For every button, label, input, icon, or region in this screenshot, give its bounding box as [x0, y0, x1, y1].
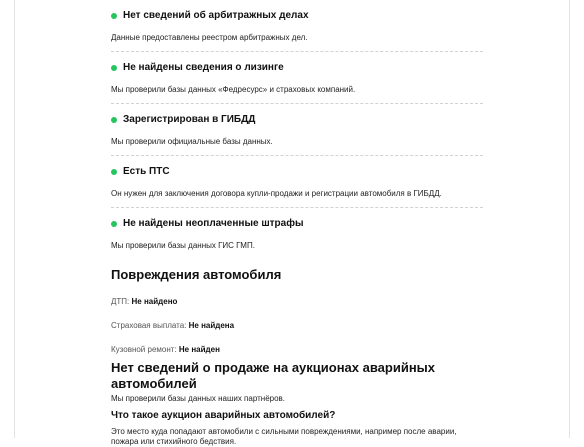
auction-section-title: Нет сведений о продаже на аукционах аварийных автомобилей: [111, 360, 436, 391]
status-ok-icon: [111, 117, 117, 123]
check-title: [111, 166, 483, 178]
check-title: [111, 62, 483, 74]
damage-row-key: Кузовной ремонт:: [111, 345, 177, 354]
check-item-arbitration: [111, 0, 483, 51]
check-title: [111, 218, 483, 230]
damage-row-value: Не найдена: [188, 321, 235, 330]
check-title-text: Зарегистрирован в ГИБДД: [123, 114, 256, 125]
damage-row-value: Не найдено: [131, 297, 178, 306]
damage-row-key: ДТП:: [111, 297, 130, 306]
check-item-fines: [111, 207, 483, 259]
check-title-text: Есть ПТС: [123, 166, 170, 177]
check-title-text: Не найдены неоплаченные штрафы: [123, 218, 304, 229]
check-item-leasing: [111, 51, 483, 103]
frame-right-border: [569, 0, 570, 438]
check-description: Мы проверили официальные базы данных.: [111, 137, 273, 146]
status-ok-icon: [111, 13, 117, 19]
check-description: Он нужен для заключения договора купли-продажи и регистрации автомобиля в ГИБДД.: [111, 189, 442, 198]
status-ok-icon: [111, 65, 117, 71]
report-content: [111, 0, 483, 446]
frame-left-border: [14, 0, 15, 438]
damage-rows: [111, 297, 483, 355]
damage-row-insurance: [111, 321, 483, 331]
checks-list: [111, 0, 483, 259]
check-title-text: Не найдены сведения о лизинге: [123, 62, 284, 73]
damage-row-body-repair: [111, 345, 483, 355]
damage-section-title: Повреждения автомобиля: [111, 267, 282, 282]
check-title-text: Нет сведений об арбитражных делах: [123, 10, 309, 21]
check-description: Мы проверили базы данных ГИС ГМП.: [111, 241, 255, 250]
auction-answer: Это место куда попадают автомобили с сильными повреждениями, например после аварии, пожара или стихийного бедствия.: [111, 427, 457, 446]
damage-section: [111, 267, 483, 355]
damage-row-accident: [111, 297, 483, 307]
check-item-pts: [111, 155, 483, 207]
damage-row-value: Не найден: [178, 345, 220, 354]
status-ok-icon: [111, 169, 117, 175]
auction-section: [111, 360, 483, 447]
status-ok-icon: [111, 221, 117, 227]
check-title: [111, 10, 483, 22]
check-description: Мы проверили базы данных «Федресурс» и страховых компаний.: [111, 85, 356, 94]
damage-row-key: Страховая выплата:: [111, 321, 187, 330]
check-description: Данные предоставлены реестром арбитражных дел.: [111, 33, 308, 42]
check-title: [111, 114, 483, 126]
check-item-gibdd: [111, 103, 483, 155]
auction-question: Что такое аукцион аварийных автомобилей?: [111, 410, 336, 421]
auction-subtitle: Мы проверили базы данных наших партнёров.: [111, 394, 286, 403]
